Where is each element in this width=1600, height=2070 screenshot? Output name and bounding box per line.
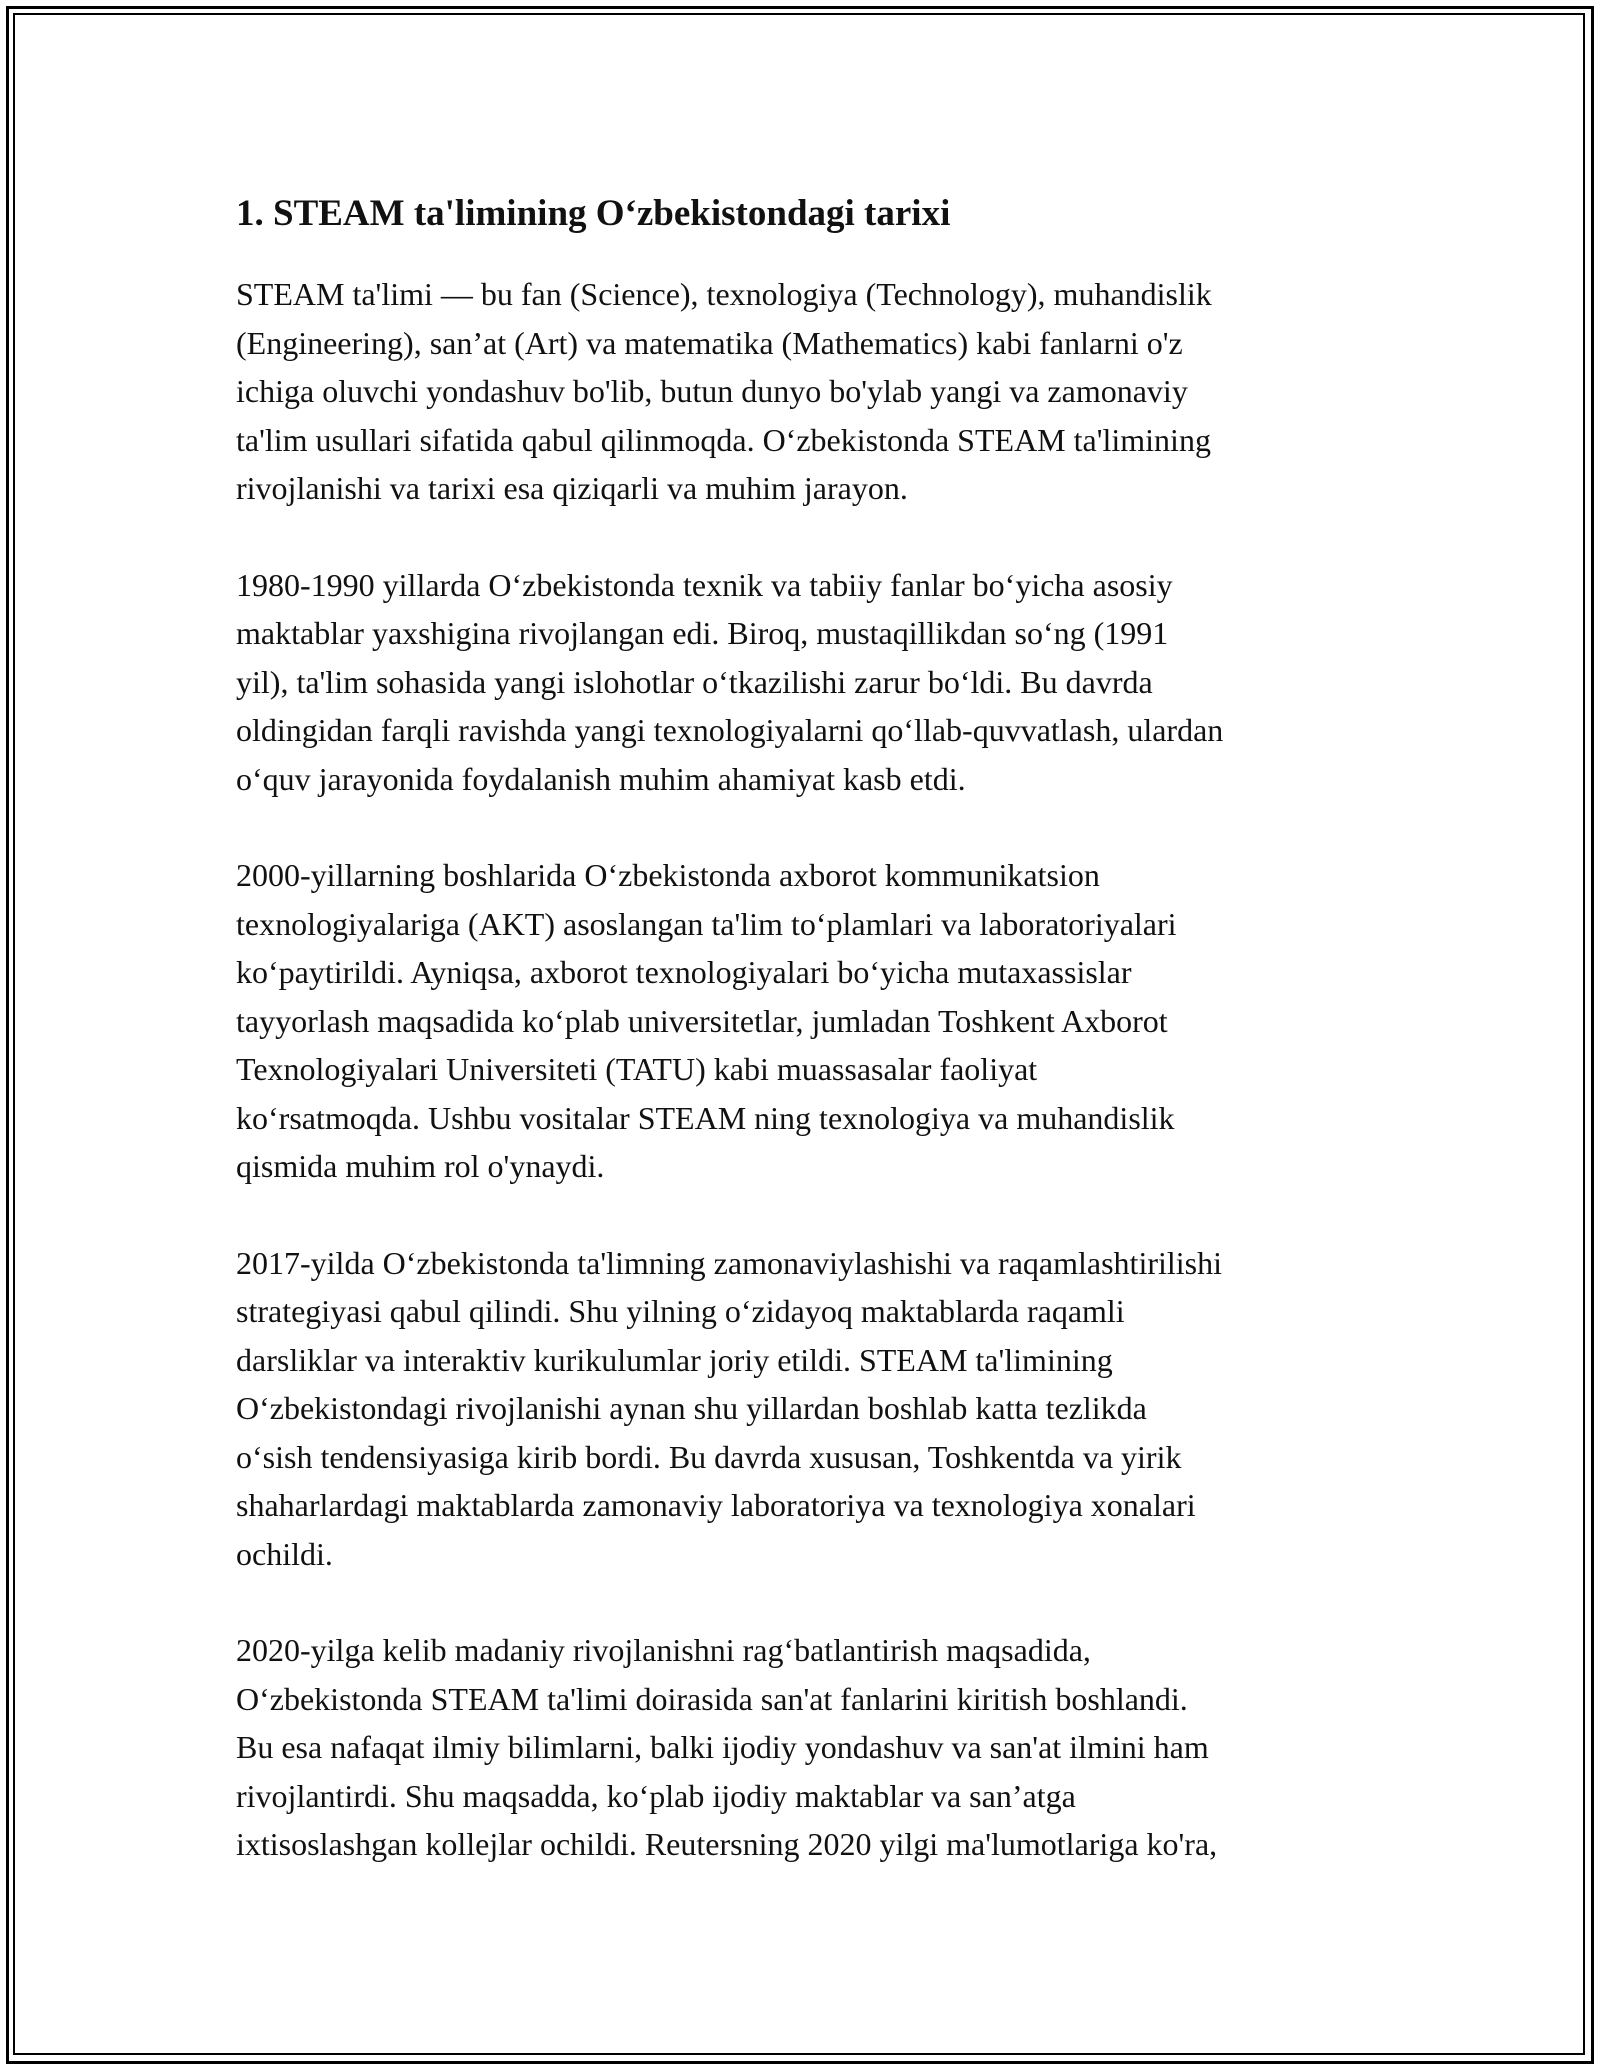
text-line: 2017-yilda O‘zbekistonda ta'limning zamonaviylashishi va raqamlashtirilishi — [236, 1244, 1222, 1281]
text-line: STEAM ta'limi — bu fan (Science), texnologiya (Technology), muhandislik — [236, 276, 1212, 312]
text-line: qismida muhim rol o'ynaydi. — [236, 1148, 605, 1184]
text-line: darsliklar va interaktiv kurikulumlar joriy etildi. STEAM ta'limining — [236, 1341, 1113, 1378]
text-line: O‘zbekistondagi rivojlanishi aynan shu yillardan boshlab katta tezlikda — [236, 1390, 1147, 1426]
paragraph-1980-1990 — [236, 561, 1376, 804]
text-line: ixtisoslashgan kollejlar ochildi. Reutersning 2020 yilgi ma'lumotlariga ko'ra, — [236, 1826, 1218, 1862]
text-line: maktablar yaxshigina rivojlangan edi. Biroq, mustaqillikdan so‘ng (1991 — [236, 615, 1169, 651]
text-line: ochildi. — [236, 1535, 333, 1572]
text-line: o‘sish tendensiyasiga kirib bordi. Bu davrda xususan, Toshkentda va yirik — [236, 1438, 1182, 1475]
text-line: Texnologiyalari Universiteti (TATU) kabi muassasalar faoliyat — [236, 1051, 1038, 1087]
document-body — [236, 186, 1376, 1917]
text-line: 1980-1990 yillarda O‘zbekistonda texnik va tabiiy fanlar bo‘yicha asosiy — [236, 566, 1173, 603]
text-line: ko‘paytirildi. Ayniqsa, axborot texnologiyalari bo‘yicha mutaxassislar — [236, 954, 1132, 990]
text-line: shaharlardagi maktablarda zamonaviy laboratoriya va texnologiya xonalari — [236, 1487, 1196, 1523]
text-line: oldingidan farqli ravishda yangi texnologiyalarni qo‘llab-quvvatlash, ulardan — [236, 712, 1224, 748]
text-line: strategiyasi qabul qilindi. Shu yilning o‘zidayoq maktablarda raqamli — [236, 1293, 1125, 1329]
text-line: o‘quv jarayonida foydalanish muhim ahamiyat kasb etdi. — [236, 760, 966, 797]
text-line: (Engineering), san’at (Art) va matematika (Mathematics) kabi fanlarni o'z — [236, 324, 1183, 361]
text-line: O‘zbekistonda STEAM ta'limi doirasida san'at fanlarini kiritish boshlandi. — [236, 1680, 1188, 1717]
paragraph-2000s — [236, 851, 1376, 1191]
paragraph-2020 — [236, 1626, 1376, 1869]
text-line: 2000-yillarning boshlarida O‘zbekistonda axborot kommunikatsion — [236, 857, 1100, 893]
text-line: ichiga oluvchi yondashuv bo'lib, butun dunyo bo'ylab yangi va zamonaviy — [236, 373, 1188, 409]
paragraph-2017 — [236, 1239, 1376, 1579]
text-line: tayyorlash maqsadida ko‘plab universitetlar, jumladan Toshkent Axborot — [236, 1002, 1168, 1039]
document-title: 1. STEAM ta'limining O‘zbekistondagi tarixi — [236, 193, 951, 234]
text-line: 2020-yilga kelib madaniy rivojlanishni rag‘batlantirish maqsadida, — [236, 1632, 1091, 1668]
text-line: ko‘rsatmoqda. Ushbu vositalar STEAM ning texnologiya va muhandislik — [236, 1099, 1175, 1136]
text-line: yil), ta'lim sohasida yangi islohotlar o‘tkazilishi zarur bo‘ldi. Bu davrda — [236, 663, 1153, 700]
text-line: Bu esa nafaqat ilmiy bilimlarni, balki ijodiy yondashuv va san'at ilmini ham — [236, 1729, 1209, 1765]
paragraph-steam-definition — [236, 270, 1376, 513]
text-line: rivojlanishi va tarixi esa qiziqarli va muhim jarayon. — [236, 470, 908, 506]
text-line: ta'lim usullari sifatida qabul qilinmoqda. O‘zbekistonda STEAM ta'limining — [236, 421, 1211, 458]
text-line: texnologiyalariga (AKT) asoslangan ta'lim to‘plamlari va laboratoriyalari — [236, 905, 1177, 942]
text-line: rivojlantirdi. Shu maqsadda, ko‘plab ijodiy maktablar va san’atga — [236, 1777, 1076, 1814]
